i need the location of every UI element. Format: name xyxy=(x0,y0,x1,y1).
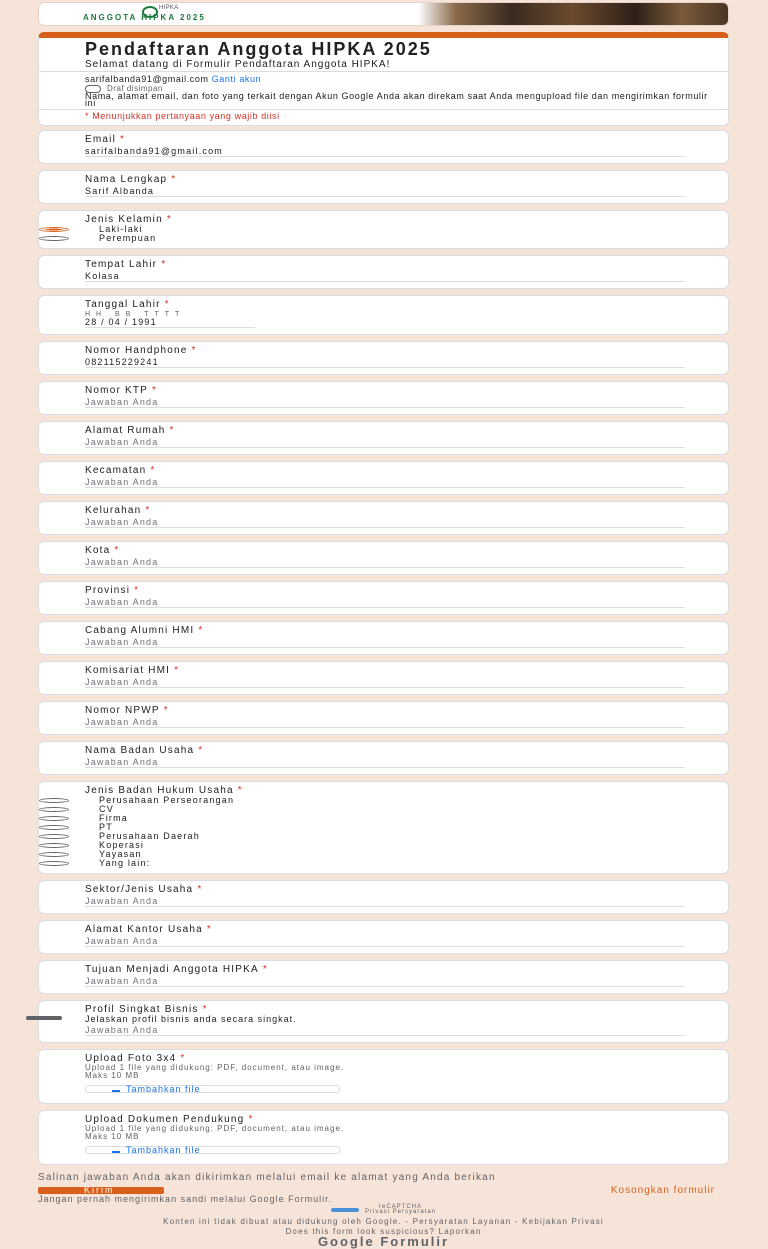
komisariat-field[interactable]: Jawaban Anda xyxy=(85,678,685,688)
upload-note: Upload 1 file yang didukung: PDF, document, atau image. xyxy=(85,1063,345,1072)
question-label: Tanggal Lahir * xyxy=(85,299,170,310)
question-profil-bisnis xyxy=(38,1000,729,1043)
profil-bisnis-field[interactable]: Jawaban Anda xyxy=(85,1026,685,1036)
add-file-button[interactable]: Tambahkan file xyxy=(85,1146,340,1154)
upload-icon xyxy=(112,1085,120,1092)
question-label: Kelurahan * xyxy=(85,505,151,516)
question-label: Komisariat HMI * xyxy=(85,665,180,676)
account-row xyxy=(85,74,714,84)
radio-option-perempuan[interactable]: Perempuan xyxy=(85,234,714,242)
question-jenis-badan-hukum xyxy=(38,781,729,874)
form-container xyxy=(38,0,729,1248)
question-label: Jenis Kelamin * xyxy=(85,214,172,225)
question-sektor-usaha xyxy=(38,880,729,914)
question-nomor-handphone xyxy=(38,341,729,375)
question-label: Nomor Handphone * xyxy=(85,345,197,356)
radio-unchecked-icon[interactable] xyxy=(39,852,69,857)
privacy-note: Nama, alamat email, dan foto yang terkait dengan Akun Google Anda akan direkam saat Anda mengupload file dan mengirimkan formulir ini xyxy=(85,91,708,108)
question-label: Alamat Kantor Usaha * xyxy=(85,924,212,935)
radio-option[interactable]: Perusahaan Perseorangan xyxy=(85,796,714,804)
question-kecamatan xyxy=(38,461,729,495)
account-email: sarifalbanda91@gmail.com xyxy=(85,74,209,84)
question-label: Nomor NPWP * xyxy=(85,705,169,716)
question-komisariat-hmi xyxy=(38,661,729,695)
radio-unchecked-icon[interactable] xyxy=(39,798,69,803)
tempat-lahir-field[interactable]: Kolasa xyxy=(85,272,685,282)
question-kota xyxy=(38,541,729,575)
question-kelurahan xyxy=(38,501,729,535)
upload-icon xyxy=(112,1146,120,1153)
question-label: Nama Lengkap * xyxy=(85,174,177,185)
kecamatan-field[interactable]: Jawaban Anda xyxy=(85,478,685,488)
question-tanggal-lahir xyxy=(38,295,729,335)
question-label: Tujuan Menjadi Anggota HIPKA * xyxy=(85,964,268,975)
radio-option[interactable]: Perusahaan Daerah xyxy=(85,832,714,840)
question-upload-foto xyxy=(38,1049,729,1104)
password-warning: Jangan pernah mengirimkan sandi melalui Google Formulir. xyxy=(38,1194,333,1204)
question-label: Kecamatan * xyxy=(85,465,156,476)
radio-checked-icon[interactable] xyxy=(39,227,69,232)
question-nomor-ktp xyxy=(38,381,729,415)
provinsi-field[interactable]: Jawaban Anda xyxy=(85,598,685,608)
radio-unchecked-icon[interactable] xyxy=(39,816,69,821)
upload-note: Upload 1 file yang didukung: PDF, document, atau image. xyxy=(85,1124,345,1133)
radio-unchecked-icon[interactable] xyxy=(39,834,69,839)
recaptcha-title: reCAPTCHA xyxy=(378,1204,422,1210)
radio-option-other[interactable]: Yang lain: xyxy=(85,859,714,867)
title-card xyxy=(38,32,729,126)
form-title: Pendaftaran Anggota HIPKA 2025 xyxy=(85,39,432,59)
add-file-button[interactable]: Tambahkan file xyxy=(85,1085,340,1093)
radio-unchecked-icon[interactable] xyxy=(39,807,69,812)
kelurahan-field[interactable]: Jawaban Anda xyxy=(85,518,685,528)
banner-photo xyxy=(418,3,728,25)
question-label: Sektor/Jenis Usaha * xyxy=(85,884,203,895)
nama-badan-usaha-field[interactable]: Jawaban Anda xyxy=(85,758,685,768)
question-tujuan-anggota xyxy=(38,960,729,994)
form-description: Selamat datang di Formulir Pendaftaran Anggota HIPKA! xyxy=(85,59,391,70)
nama-lengkap-field[interactable]: Sarif Albanda xyxy=(85,187,685,197)
question-cabang-alumni-hmi xyxy=(38,621,729,655)
help-button[interactable] xyxy=(26,1016,62,1020)
copy-response-note: Salinan jawaban Anda akan dikirimkan melalui email ke alamat yang Anda berikan xyxy=(38,1172,496,1183)
question-label: Nomor KTP * xyxy=(85,385,158,396)
alamat-kantor-field[interactable]: Jawaban Anda xyxy=(85,937,685,947)
google-forms-logo[interactable]: Google Formulir xyxy=(317,1234,450,1249)
nomor-handphone-field[interactable]: 082115229241 xyxy=(85,358,685,368)
form-banner xyxy=(38,2,729,26)
question-label: Jenis Badan Hukum Usaha * xyxy=(85,785,243,796)
question-label: Provinsi * xyxy=(85,585,140,596)
clear-form-button[interactable]: Kosongkan formulir xyxy=(610,1184,715,1196)
kota-field[interactable]: Jawaban Anda xyxy=(85,558,685,568)
switch-account-link[interactable]: Ganti akun xyxy=(211,74,262,84)
question-label: Tempat Lahir * xyxy=(85,259,167,270)
question-email xyxy=(38,130,729,164)
nomor-ktp-field[interactable]: Jawaban Anda xyxy=(85,398,685,408)
question-label: Email * xyxy=(85,134,126,145)
radio-unchecked-icon[interactable] xyxy=(39,825,69,830)
question-nomor-npwp xyxy=(38,701,729,735)
question-nama-badan-usaha xyxy=(38,741,729,775)
radio-option[interactable]: PT xyxy=(85,823,714,831)
radio-unchecked-icon[interactable] xyxy=(39,236,69,241)
radio-unchecked-icon[interactable] xyxy=(39,861,69,866)
question-label: Cabang Alumni HMI * xyxy=(85,625,204,636)
recaptcha-links[interactable]: Privasi Persyaratan xyxy=(364,1209,437,1215)
alamat-rumah-field[interactable]: Jawaban Anda xyxy=(85,438,685,448)
upload-size-note: Maks 10 MB xyxy=(85,1132,140,1141)
radio-unchecked-icon[interactable] xyxy=(39,843,69,848)
report-link[interactable]: Does this form look suspicious? Laporkan xyxy=(285,1227,482,1236)
radio-option[interactable]: Yayasan xyxy=(85,850,714,858)
divider xyxy=(39,71,728,72)
email-field[interactable]: sarifalbanda91@gmail.com xyxy=(85,147,685,157)
question-upload-dokumen xyxy=(38,1110,729,1165)
submit-row xyxy=(38,1186,729,1194)
radio-option[interactable]: Koperasi xyxy=(85,841,714,849)
draft-status-text: Draf disimpan xyxy=(107,84,163,93)
date-format-hint: HH BB TTTT xyxy=(85,311,186,318)
question-label: Upload Dokumen Pendukung * xyxy=(85,1114,254,1125)
question-label: Upload Foto 3x4 * xyxy=(85,1053,186,1064)
required-note: * Menunjukkan pertanyaan yang wajib diisi xyxy=(85,111,280,121)
question-tempat-lahir xyxy=(38,255,729,289)
question-provinsi xyxy=(38,581,729,615)
divider xyxy=(39,109,728,110)
nomor-npwp-field[interactable]: Jawaban Anda xyxy=(85,718,685,728)
sektor-usaha-field[interactable]: Jawaban Anda xyxy=(85,897,685,907)
question-label: Profil Singkat Bisnis * xyxy=(85,1004,208,1015)
question-label: Nama Badan Usaha * xyxy=(85,745,204,756)
upload-size-note: Maks 10 MB xyxy=(85,1071,140,1080)
radio-option[interactable]: Firma xyxy=(85,814,714,822)
question-label: Kota * xyxy=(85,545,120,556)
google-disclaimer[interactable]: Konten ini tidak dibuat atau didukung oleh Google. - Persyaratan Layanan - Kebijakan Privasi xyxy=(163,1217,604,1226)
question-jenis-kelamin xyxy=(38,210,729,249)
question-alamat-rumah xyxy=(38,421,729,455)
question-nama-lengkap xyxy=(38,170,729,204)
cabang-alumni-field[interactable]: Jawaban Anda xyxy=(85,638,685,648)
recaptcha-icon xyxy=(331,1208,359,1212)
tujuan-field[interactable]: Jawaban Anda xyxy=(85,977,685,987)
radio-option[interactable]: CV xyxy=(85,805,714,813)
banner-logo xyxy=(47,5,417,23)
question-label: Alamat Rumah * xyxy=(85,425,175,436)
question-alamat-kantor xyxy=(38,920,729,954)
tanggal-lahir-field[interactable]: 28 / 04 / 1991 xyxy=(85,318,255,328)
recaptcha-badge xyxy=(38,1204,729,1216)
banner-title: ANGGOTA HIPKA 2025 xyxy=(83,13,206,22)
question-description: Jelaskan profil bisnis anda secara singkat. xyxy=(85,1014,297,1024)
radio-option-laki-laki[interactable]: Laki-laki xyxy=(85,225,714,233)
submit-button[interactable]: Kirim xyxy=(38,1187,164,1194)
banner-logo-text: HIPKA xyxy=(159,5,179,11)
